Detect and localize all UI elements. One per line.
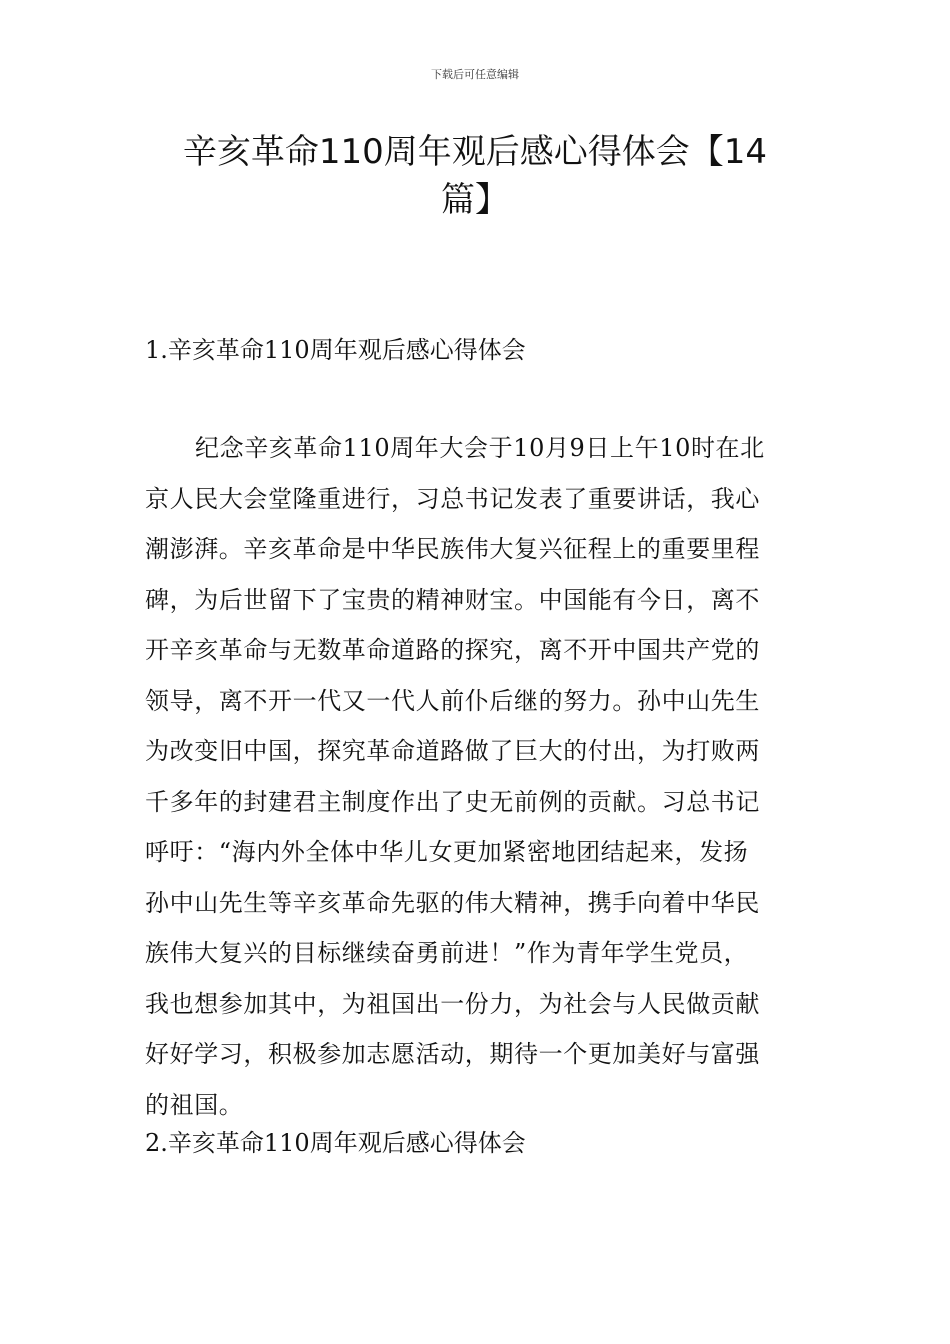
- section-heading-1: 1.辛亥革命110周年观后感心得体会: [145, 336, 526, 364]
- title-line-2: 篇】: [441, 180, 509, 220]
- title-line-1: 辛亥革命110周年观后感心得体会【14: [182, 132, 768, 172]
- body-line: 的祖国。: [145, 1090, 244, 1119]
- section-heading-2: 2.辛亥革命110周年观后感心得体会: [145, 1129, 526, 1157]
- body-line: 呼吁：“海内外全体中华儿女更加紧密地团结起来，发扬: [145, 838, 749, 866]
- section-1-body: [145, 428, 810, 1135]
- body-line: 千多年的封建君主制度作出了史无前例的贡献。习总书记: [145, 787, 760, 816]
- body-line: 纪念辛亥革命110周年大会于10月9日上午10时在北: [195, 434, 765, 462]
- body-line: 孙中山先生等辛亥革命先驱的伟大精神，携手向着中华民: [145, 888, 760, 917]
- header-note: 下载后可任意编辑: [431, 68, 519, 81]
- body-line: 潮澎湃。辛亥革命是中华民族伟大复兴征程上的重要里程: [145, 535, 760, 563]
- body-line: 京人民大会堂隆重进行，习总书记发表了重要讲话，我心: [145, 484, 760, 513]
- body-line: 开辛亥革命与无数革命道路的探究，离不开中国共产党的: [145, 636, 760, 664]
- body-line: 领导，离不开一代又一代人前仆后继的努力。孙中山先生: [145, 686, 760, 715]
- body-line: 好好学习，积极参加志愿活动，期待一个更加美好与富强: [145, 1040, 760, 1068]
- body-line: 为改变旧中国，探究革命道路做了巨大的付出，为打败两: [145, 737, 760, 765]
- body-line: 族伟大复兴的目标继续奋勇前进！”作为青年学生党员，: [145, 939, 749, 967]
- body-line: 我也想参加其中，为祖国出一份力，为社会与人民做贡献: [145, 989, 760, 1018]
- document-title: [165, 128, 785, 224]
- body-line: 碑，为后世留下了宝贵的精神财宝。中国能有今日，离不: [145, 585, 760, 614]
